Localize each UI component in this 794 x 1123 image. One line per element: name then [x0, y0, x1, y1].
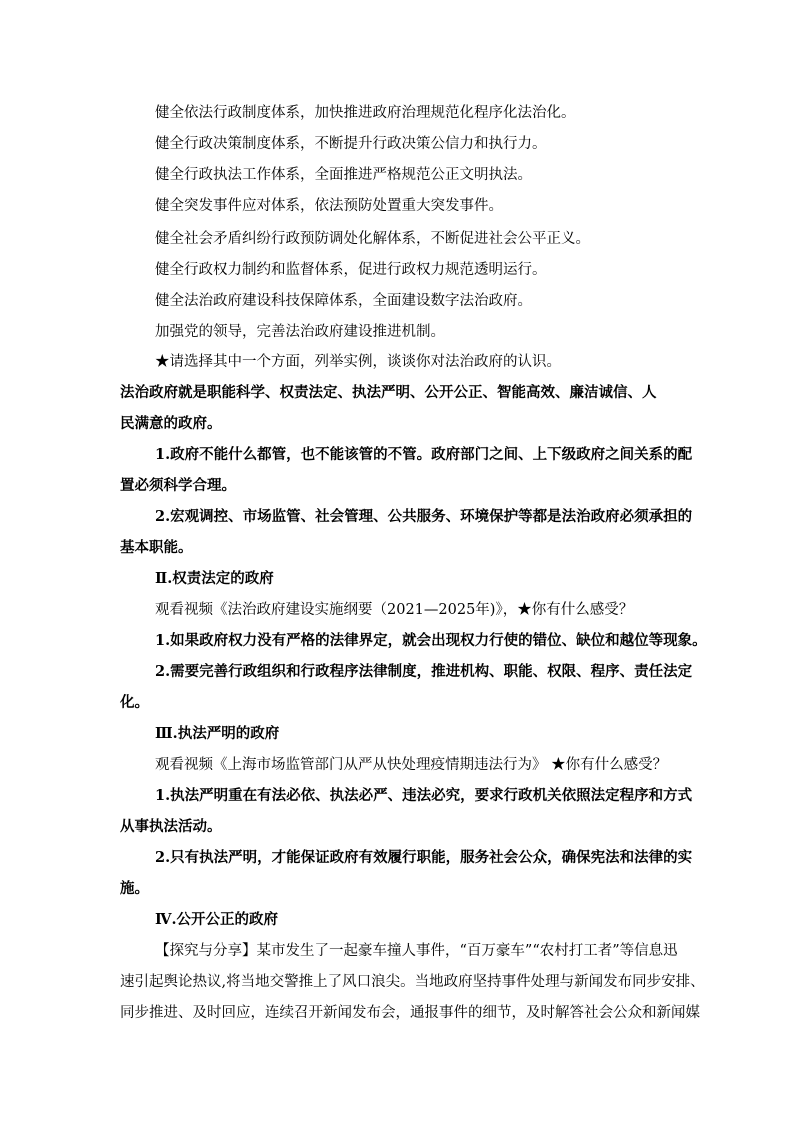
text-line: 健全突发事件应对体系，依法预防处置重大突发事件。 [155, 198, 503, 214]
text-line: 健全行政决策制度体系，不断提升行政决策公信力和执行力。 [155, 136, 547, 152]
text-line: 健全行政权力制约和监督体系，促进行政权力规范透明运行。 [155, 262, 547, 278]
text-line: 同步推进、及时回应，连续召开新闻发布会，通报事件的细节，及时解答社会公众和新闻媒 [120, 1005, 700, 1021]
text-line: 【探究与分享】某市发生了一起豪车撞人事件，“百万豪车”“农村打工者”等信息迅 [155, 943, 678, 959]
text-line: 健全社会矛盾纠纷行政预防调处化解体系，不断促进社会公平正义。 [155, 231, 590, 247]
answer-line: 1.政府不能什么都管，也不能该管的不管。政府部门之间、上下级政府之间关系的配 [155, 446, 693, 463]
answer-line: 1.执法严明重在有法必依、执法必严、违法必究，要求行政机关依照法定程序和方式 [155, 787, 693, 804]
text-line: 健全法治政府建设科技保障体系，全面建设数字法治政府。 [155, 293, 532, 309]
section-heading: Ⅲ.执法严明的政府 [155, 725, 280, 742]
answer-line: 置必须科学合理。 [120, 477, 236, 494]
text-line: 健全依法行政制度体系，加快推进政府治理规范化程序化法治化。 [155, 105, 576, 121]
text-line: 观看视频《法治政府建设实施纲要（2021—2025年)》，★你有什么感受？ [155, 602, 634, 618]
text-line: 观看视频《上海市场监管部门从严从快处理疫情期违法行为》 ★你有什么感受？ [155, 757, 668, 773]
answer-line: 化。 [120, 694, 149, 711]
text-line: 速引起舆论热议,将当地交警推上了风口浪尖。当地政府坚持事件处理与新闻发布同步安排、 [120, 974, 705, 990]
text-line: 加强党的领导，完善法治政府建设推进机制。 [155, 324, 445, 340]
answer-line: 民满意的政府。 [120, 415, 222, 432]
section-heading: Ⅱ.权责法定的政府 [155, 570, 274, 587]
answer-line: 法治政府就是职能科学、权责法定、执法严明、公开公正、智能高效、廉洁诚信、人 [120, 384, 657, 401]
text-line: 健全行政执法工作体系，全面推进严格规范公正文明执法。 [155, 167, 532, 183]
answer-line: 2.宏观调控、市场监管、社会管理、公共服务、环境保护等都是法治政府必须承担的 [155, 508, 693, 525]
answer-line: 从事执法活动。 [120, 818, 222, 835]
answer-line: 2.只有执法严明，才能保证政府有效履行职能，服务社会公众，确保宪法和法律的实 [155, 849, 693, 866]
answer-line: 基本职能。 [120, 539, 193, 556]
answer-line: 2.需要完善行政组织和行政程序法律制度，推进机构、职能、权限、程序、责任法定 [155, 663, 693, 680]
prompt-line: ★请选择其中一个方面，列举实例，谈谈你对法治政府的认识。 [155, 354, 561, 370]
answer-line: 1.如果政府权力没有严格的法律界定，就会出现权力行使的错位、缺位和越位等现象。 [155, 632, 707, 649]
section-heading: Ⅳ.公开公正的政府 [155, 911, 279, 928]
answer-line: 施。 [120, 880, 149, 897]
